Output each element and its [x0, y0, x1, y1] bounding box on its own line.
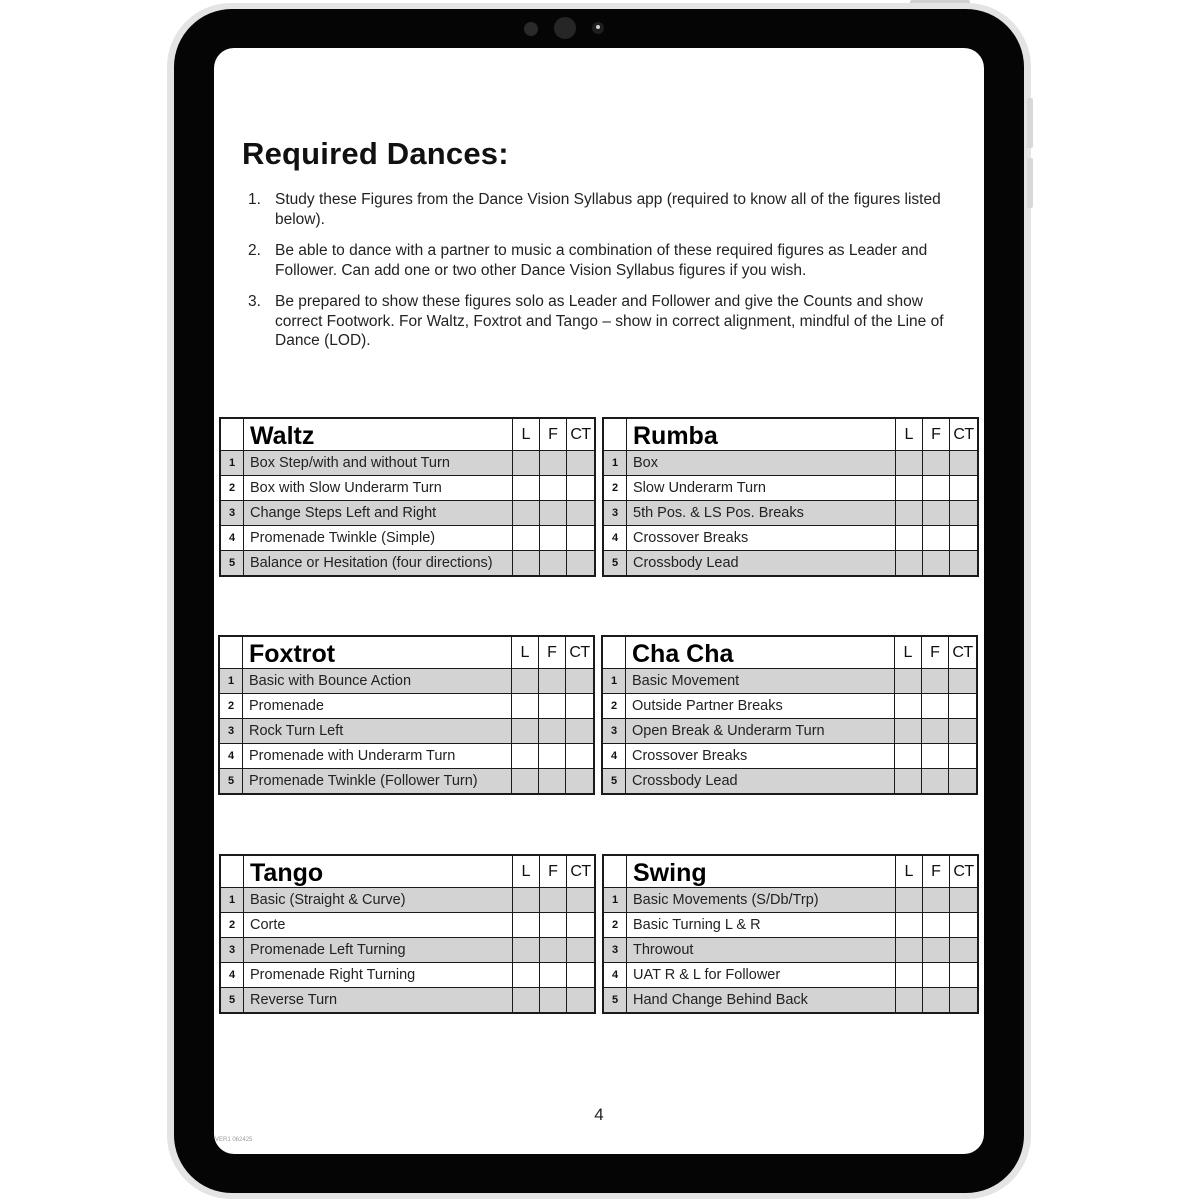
- figure-name: Basic with Bounce Action: [242, 669, 511, 693]
- follower-checkbox-cell[interactable]: [922, 501, 949, 525]
- instruction-number: 2.: [248, 242, 261, 259]
- table-row: [221, 550, 594, 575]
- leader-checkbox-cell[interactable]: [512, 451, 539, 475]
- figure-number: 4: [603, 744, 625, 768]
- dance-name: Swing: [626, 856, 895, 887]
- follower-checkbox-cell[interactable]: [539, 938, 566, 962]
- rumba-table: [602, 417, 979, 577]
- table-row: [220, 718, 593, 743]
- follower-checkbox-cell[interactable]: [922, 988, 949, 1012]
- follower-checkbox-cell[interactable]: [539, 913, 566, 937]
- table-row: [603, 668, 976, 693]
- follower-checkbox-cell[interactable]: [922, 938, 949, 962]
- counts-checkbox-cell[interactable]: [948, 669, 976, 693]
- leader-column-header: L: [512, 419, 539, 450]
- figure-number: 3: [603, 719, 625, 743]
- table-row: [220, 768, 593, 793]
- counts-checkbox-cell[interactable]: [949, 551, 977, 575]
- number-column-header: [220, 637, 242, 668]
- figure-name: Rock Turn Left: [242, 719, 511, 743]
- table-header-row: [221, 856, 594, 887]
- figure-number: 2: [604, 476, 626, 500]
- counts-column-header: CT: [949, 419, 977, 450]
- follower-column-header: F: [538, 637, 565, 668]
- leader-checkbox-cell[interactable]: [512, 888, 539, 912]
- figure-name: Crossbody Lead: [625, 769, 894, 793]
- counts-column-header: CT: [566, 856, 594, 887]
- figure-name: Throwout: [626, 938, 895, 962]
- figure-number: 2: [603, 694, 625, 718]
- figure-number: 1: [220, 669, 242, 693]
- instruction-text: Study these Figures from the Dance Vision Syllabus app (required to know all of the figures listed below).: [275, 191, 941, 228]
- tablet-screen: [214, 48, 984, 1154]
- table-row: [603, 693, 976, 718]
- follower-checkbox-cell[interactable]: [922, 963, 949, 987]
- figure-name: Promenade with Underarm Turn: [242, 744, 511, 768]
- counts-checkbox-cell[interactable]: [948, 744, 976, 768]
- instruction-text: Be prepared to show these figures solo as Leader and Follower and give the Counts and show correct Footwork. For Waltz, Foxtrot and Tango – show in correct alignment, mindful of the Line of Dance (LOD).: [275, 293, 944, 349]
- figure-name: Outside Partner Breaks: [625, 694, 894, 718]
- table-row: [604, 475, 977, 500]
- counts-checkbox-cell[interactable]: [949, 888, 977, 912]
- leader-checkbox-cell[interactable]: [895, 551, 922, 575]
- follower-checkbox-cell[interactable]: [539, 963, 566, 987]
- follower-checkbox-cell[interactable]: [539, 551, 566, 575]
- instruction-number: 3.: [248, 293, 261, 310]
- dance-name: Tango: [243, 856, 512, 887]
- leader-checkbox-cell[interactable]: [894, 744, 921, 768]
- follower-checkbox-cell[interactable]: [539, 451, 566, 475]
- number-column-header: [221, 856, 243, 887]
- table-row: [221, 962, 594, 987]
- leader-column-header: L: [511, 637, 538, 668]
- follower-column-header: F: [539, 419, 566, 450]
- leader-checkbox-cell[interactable]: [511, 769, 538, 793]
- follower-checkbox-cell[interactable]: [538, 694, 565, 718]
- figure-number: 1: [604, 451, 626, 475]
- figure-name: Crossbody Lead: [626, 551, 895, 575]
- table-row: [221, 525, 594, 550]
- table-row: [221, 887, 594, 912]
- counts-column-header: CT: [565, 637, 593, 668]
- figure-name: Hand Change Behind Back: [626, 988, 895, 1012]
- follower-checkbox-cell[interactable]: [922, 476, 949, 500]
- figure-name: Reverse Turn: [243, 988, 512, 1012]
- camera-icon: [554, 17, 576, 39]
- follower-column-header: F: [921, 637, 948, 668]
- leader-checkbox-cell[interactable]: [512, 988, 539, 1012]
- figure-number: 4: [604, 963, 626, 987]
- instructions-list: [242, 190, 954, 363]
- counts-checkbox-cell[interactable]: [565, 769, 593, 793]
- counts-checkbox-cell[interactable]: [949, 526, 977, 550]
- follower-checkbox-cell[interactable]: [538, 769, 565, 793]
- table-row: [604, 987, 977, 1012]
- counts-column-header: CT: [949, 856, 977, 887]
- waltz-table: [219, 417, 596, 577]
- figure-name: Box: [626, 451, 895, 475]
- leader-checkbox-cell[interactable]: [512, 526, 539, 550]
- sensor-icon: [524, 22, 538, 36]
- figure-number: 1: [603, 669, 625, 693]
- table-row: [220, 693, 593, 718]
- leader-checkbox-cell[interactable]: [511, 744, 538, 768]
- figure-name: Basic Turning L & R: [626, 913, 895, 937]
- counts-checkbox-cell[interactable]: [949, 963, 977, 987]
- dance-name: Cha Cha: [625, 637, 894, 668]
- follower-checkbox-cell[interactable]: [539, 988, 566, 1012]
- counts-checkbox-cell[interactable]: [566, 988, 594, 1012]
- figure-number: 5: [220, 769, 242, 793]
- figure-number: 2: [220, 694, 242, 718]
- leader-checkbox-cell[interactable]: [511, 694, 538, 718]
- counts-checkbox-cell[interactable]: [566, 963, 594, 987]
- leader-checkbox-cell[interactable]: [512, 476, 539, 500]
- follower-checkbox-cell[interactable]: [539, 476, 566, 500]
- table-row: [604, 937, 977, 962]
- figure-name: Promenade Twinkle (Simple): [243, 526, 512, 550]
- table-header-row: [604, 419, 977, 450]
- counts-checkbox-cell[interactable]: [948, 769, 976, 793]
- figure-number: 1: [221, 451, 243, 475]
- leader-checkbox-cell[interactable]: [895, 988, 922, 1012]
- figure-name: Open Break & Underarm Turn: [625, 719, 894, 743]
- follower-checkbox-cell[interactable]: [922, 551, 949, 575]
- figure-number: 3: [604, 501, 626, 525]
- counts-checkbox-cell[interactable]: [949, 476, 977, 500]
- figure-name: Basic Movement: [625, 669, 894, 693]
- figure-number: 5: [221, 551, 243, 575]
- counts-checkbox-cell[interactable]: [949, 451, 977, 475]
- follower-checkbox-cell[interactable]: [921, 694, 948, 718]
- follower-checkbox-cell[interactable]: [539, 888, 566, 912]
- leader-checkbox-cell[interactable]: [894, 694, 921, 718]
- counts-checkbox-cell[interactable]: [566, 938, 594, 962]
- leader-checkbox-cell[interactable]: [512, 501, 539, 525]
- follower-column-header: F: [539, 856, 566, 887]
- counts-checkbox-cell[interactable]: [565, 694, 593, 718]
- table-row: [221, 500, 594, 525]
- table-header-row: [603, 637, 976, 668]
- instruction-item: [242, 292, 954, 351]
- figure-number: 1: [221, 888, 243, 912]
- counts-checkbox-cell[interactable]: [949, 913, 977, 937]
- leader-checkbox-cell[interactable]: [895, 501, 922, 525]
- leader-checkbox-cell[interactable]: [895, 938, 922, 962]
- instruction-item: [242, 190, 954, 229]
- figure-number: 4: [221, 526, 243, 550]
- figure-name: Balance or Hesitation (four directions): [243, 551, 512, 575]
- leader-checkbox-cell[interactable]: [512, 938, 539, 962]
- table-row: [220, 743, 593, 768]
- figure-number: 4: [604, 526, 626, 550]
- follower-column-header: F: [922, 419, 949, 450]
- tango-table: [219, 854, 596, 1014]
- table-row: [221, 475, 594, 500]
- leader-checkbox-cell[interactable]: [895, 526, 922, 550]
- follower-checkbox-cell[interactable]: [922, 888, 949, 912]
- figure-number: 5: [604, 988, 626, 1012]
- figure-name: Box Step/with and without Turn: [243, 451, 512, 475]
- page-title: Required Dances:: [242, 136, 509, 171]
- figure-number: 2: [221, 913, 243, 937]
- figure-name: Crossover Breaks: [626, 526, 895, 550]
- figure-name: Corte: [243, 913, 512, 937]
- table-row: [603, 768, 976, 793]
- table-row: [604, 500, 977, 525]
- counts-checkbox-cell[interactable]: [948, 694, 976, 718]
- page-number: 4: [594, 1105, 604, 1124]
- figure-number: 3: [221, 501, 243, 525]
- follower-checkbox-cell[interactable]: [538, 744, 565, 768]
- counts-checkbox-cell[interactable]: [566, 451, 594, 475]
- figure-name: Basic (Straight & Curve): [243, 888, 512, 912]
- table-row: [603, 718, 976, 743]
- figure-number: 3: [221, 938, 243, 962]
- leader-column-header: L: [512, 856, 539, 887]
- counts-checkbox-cell[interactable]: [566, 551, 594, 575]
- follower-checkbox-cell[interactable]: [921, 669, 948, 693]
- counts-checkbox-cell[interactable]: [565, 719, 593, 743]
- figure-number: 2: [221, 476, 243, 500]
- leader-column-header: L: [894, 637, 921, 668]
- leader-checkbox-cell[interactable]: [895, 963, 922, 987]
- figure-name: Promenade Twinkle (Follower Turn): [242, 769, 511, 793]
- counts-checkbox-cell[interactable]: [949, 938, 977, 962]
- table-row: [221, 912, 594, 937]
- figure-number: 3: [220, 719, 242, 743]
- figure-name: Slow Underarm Turn: [626, 476, 895, 500]
- figure-number: 3: [604, 938, 626, 962]
- follower-checkbox-cell[interactable]: [921, 769, 948, 793]
- table-row: [604, 887, 977, 912]
- instruction-number: 1.: [248, 191, 261, 208]
- table-row: [221, 450, 594, 475]
- follower-checkbox-cell[interactable]: [922, 913, 949, 937]
- follower-checkbox-cell[interactable]: [538, 669, 565, 693]
- cha-cha-table: [601, 635, 978, 795]
- figure-name: Promenade Left Turning: [243, 938, 512, 962]
- figure-name: Crossover Breaks: [625, 744, 894, 768]
- follower-checkbox-cell[interactable]: [922, 451, 949, 475]
- dance-name: Rumba: [626, 419, 895, 450]
- table-header-row: [220, 637, 593, 668]
- follower-checkbox-cell[interactable]: [921, 719, 948, 743]
- counts-checkbox-cell[interactable]: [566, 526, 594, 550]
- counts-checkbox-cell[interactable]: [565, 669, 593, 693]
- counts-checkbox-cell[interactable]: [565, 744, 593, 768]
- counts-column-header: CT: [566, 419, 594, 450]
- number-column-header: [604, 419, 626, 450]
- counts-checkbox-cell[interactable]: [949, 501, 977, 525]
- table-row: [221, 937, 594, 962]
- figure-number: 1: [604, 888, 626, 912]
- leader-checkbox-cell[interactable]: [895, 476, 922, 500]
- dance-name: Foxtrot: [242, 637, 511, 668]
- number-column-header: [604, 856, 626, 887]
- figure-name: Change Steps Left and Right: [243, 501, 512, 525]
- swing-table: [602, 854, 979, 1014]
- table-header-row: [604, 856, 977, 887]
- figure-number: 2: [604, 913, 626, 937]
- table-header-row: [221, 419, 594, 450]
- figure-number: 5: [603, 769, 625, 793]
- table-row: [221, 987, 594, 1012]
- counts-column-header: CT: [948, 637, 976, 668]
- figure-number: 4: [220, 744, 242, 768]
- counts-checkbox-cell[interactable]: [949, 988, 977, 1012]
- table-row: [604, 962, 977, 987]
- figure-name: 5th Pos. & LS Pos. Breaks: [626, 501, 895, 525]
- leader-column-header: L: [895, 419, 922, 450]
- leader-checkbox-cell[interactable]: [894, 769, 921, 793]
- counts-checkbox-cell[interactable]: [566, 913, 594, 937]
- leader-checkbox-cell[interactable]: [895, 451, 922, 475]
- number-column-header: [221, 419, 243, 450]
- dance-name: Waltz: [243, 419, 512, 450]
- volume-up-button: [1027, 98, 1033, 148]
- table-row: [604, 450, 977, 475]
- counts-checkbox-cell[interactable]: [566, 888, 594, 912]
- follower-checkbox-cell[interactable]: [539, 501, 566, 525]
- leader-checkbox-cell[interactable]: [512, 913, 539, 937]
- version-label: VER1 062425: [215, 1137, 253, 1143]
- figure-name: Promenade Right Turning: [243, 963, 512, 987]
- leader-checkbox-cell[interactable]: [511, 719, 538, 743]
- follower-checkbox-cell[interactable]: [922, 526, 949, 550]
- table-row: [604, 550, 977, 575]
- volume-down-button: [1027, 158, 1033, 208]
- figure-name: Promenade: [242, 694, 511, 718]
- counts-checkbox-cell[interactable]: [566, 501, 594, 525]
- figure-number: 5: [604, 551, 626, 575]
- table-row: [604, 912, 977, 937]
- camera-lens-icon: [592, 22, 604, 34]
- leader-checkbox-cell[interactable]: [894, 719, 921, 743]
- follower-column-header: F: [922, 856, 949, 887]
- follower-checkbox-cell[interactable]: [539, 526, 566, 550]
- figure-name: Box with Slow Underarm Turn: [243, 476, 512, 500]
- figure-number: 5: [221, 988, 243, 1012]
- follower-checkbox-cell[interactable]: [921, 744, 948, 768]
- leader-checkbox-cell[interactable]: [895, 888, 922, 912]
- leader-column-header: L: [895, 856, 922, 887]
- figure-name: Basic Movements (S/Db/Trp): [626, 888, 895, 912]
- leader-checkbox-cell[interactable]: [895, 913, 922, 937]
- counts-checkbox-cell[interactable]: [948, 719, 976, 743]
- table-row: [220, 668, 593, 693]
- number-column-header: [603, 637, 625, 668]
- instruction-text: Be able to dance with a partner to music a combination of these required figures as Leader and Follower. Can add one or two other Dance Vision Syllabus figures if you wish.: [275, 242, 928, 279]
- foxtrot-table: [218, 635, 595, 795]
- table-row: [604, 525, 977, 550]
- figure-name: UAT R & L for Follower: [626, 963, 895, 987]
- leader-checkbox-cell[interactable]: [512, 551, 539, 575]
- figure-number: 4: [221, 963, 243, 987]
- instruction-item: [242, 241, 954, 280]
- leader-checkbox-cell[interactable]: [512, 963, 539, 987]
- leader-checkbox-cell[interactable]: [894, 669, 921, 693]
- table-row: [603, 743, 976, 768]
- counts-checkbox-cell[interactable]: [566, 476, 594, 500]
- follower-checkbox-cell[interactable]: [538, 719, 565, 743]
- leader-checkbox-cell[interactable]: [511, 669, 538, 693]
